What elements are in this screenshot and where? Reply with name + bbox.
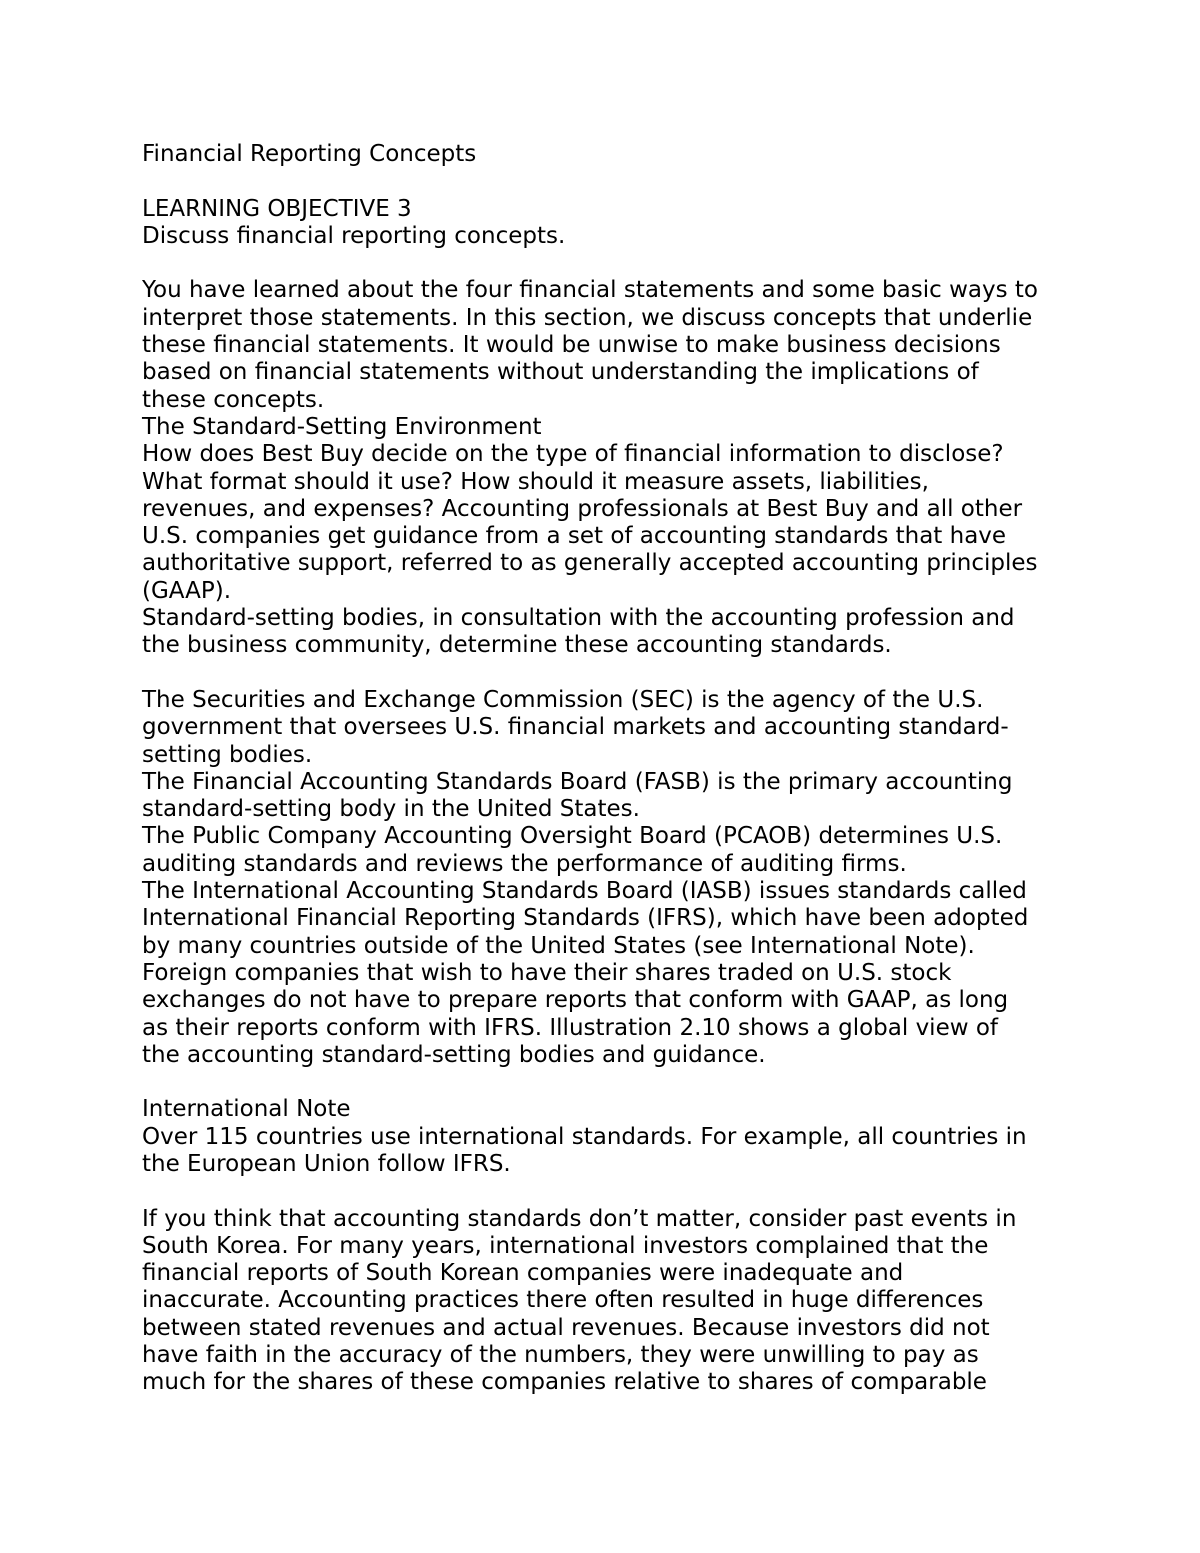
spacer	[142, 168, 1082, 195]
text-line: these financial statements. It would be unwise to make business decisions	[142, 332, 1001, 359]
text-line: based on financial statements without understanding the implications of	[142, 359, 979, 386]
text-line: International Financial Reporting Standards (IFRS), which have been adopted	[142, 905, 1029, 932]
text-line: The International Accounting Standards Board (IASB) issues standards called	[142, 878, 1027, 905]
text-line: the accounting standard-setting bodies and guidance.	[142, 1041, 766, 1068]
text-line: The Financial Accounting Standards Board (FASB) is the primary accounting	[142, 768, 1013, 795]
text-line: South Korea. For many years, international investors complained that the	[142, 1232, 989, 1259]
text-line: How does Best Buy decide on the type of financial information to disclose?	[142, 441, 1004, 468]
text-line: setting bodies.	[142, 741, 313, 768]
note-heading: International Note	[142, 1096, 351, 1123]
bodies-paragraph	[142, 605, 1082, 660]
text-line: as their reports conform with IFRS. Illustration 2.10 shows a global view of	[142, 1014, 999, 1041]
text-line: What format should it use? How should it measure assets, liabilities,	[142, 468, 929, 495]
text-line: Over 115 countries use international standards. For example, all countries in	[142, 1123, 1027, 1150]
objective-text: Discuss financial reporting concepts.	[142, 222, 566, 249]
spacer	[142, 1178, 1082, 1205]
note-paragraph	[142, 1124, 1082, 1179]
text-line: between stated revenues and actual revenues. Because investors did not	[142, 1314, 990, 1341]
text-line: authoritative support, referred to as generally accepted accounting principles	[142, 550, 1038, 577]
section-heading: The Standard-Setting Environment	[142, 413, 542, 440]
intro-paragraph	[142, 277, 1082, 413]
sec-paragraph	[142, 687, 1082, 769]
text-line: by many countries outside of the United States (see International Note).	[142, 932, 975, 959]
text-line: standard-setting body in the United States.	[142, 796, 640, 823]
korea-paragraph	[142, 1206, 1082, 1397]
text-line: inaccurate. Accounting practices there often resulted in huge differences	[142, 1287, 984, 1314]
text-line: U.S. companies get guidance from a set of accounting standards that have	[142, 523, 1007, 550]
text-line: have faith in the accuracy of the numbers, they were unwilling to pay as	[142, 1342, 979, 1369]
text-line: much for the shares of these companies relative to shares of comparable	[142, 1369, 987, 1396]
text-line: the business community, determine these accounting standards.	[142, 632, 892, 659]
document-title: Financial Reporting Concepts	[142, 141, 477, 167]
text-line: interpret those statements. In this section, we discuss concepts that underlie	[142, 304, 1033, 331]
text-line: Standard-setting bodies, in consultation with the accounting profession and	[142, 605, 1015, 632]
gaap-paragraph	[142, 441, 1082, 605]
text-line: If you think that accounting standards don’t matter, consider past events in	[142, 1205, 1017, 1232]
pcaob-paragraph	[142, 823, 1082, 878]
text-line: The Public Company Accounting Oversight Board (PCAOB) determines U.S.	[142, 823, 1003, 850]
text-line: The Securities and Exchange Commission (SEC) is the agency of the U.S.	[142, 686, 984, 713]
text-line: revenues, and expenses? Accounting professionals at Best Buy and all other	[142, 495, 1023, 522]
spacer	[142, 1069, 1082, 1096]
objective-heading: LEARNING OBJECTIVE 3	[142, 195, 412, 222]
text-line: Foreign companies that wish to have their shares traded on U.S. stock	[142, 959, 952, 986]
text-line: You have learned about the four financial statements and some basic ways to	[142, 277, 1038, 304]
document-page	[142, 141, 1082, 1397]
text-line: exchanges do not have to prepare reports that conform with GAAP, as long	[142, 987, 1009, 1014]
text-line: (GAAP).	[142, 577, 232, 604]
text-line: auditing standards and reviews the performance of auditing firms.	[142, 850, 907, 877]
spacer	[142, 660, 1082, 687]
text-line: financial reports of South Korean companies were inadequate and	[142, 1260, 904, 1287]
text-line: government that oversees U.S. financial markets and accounting standard-	[142, 714, 1009, 741]
iasb-paragraph	[142, 878, 1082, 1069]
text-line: these concepts.	[142, 386, 325, 413]
spacer	[142, 250, 1082, 277]
fasb-paragraph	[142, 769, 1082, 824]
text-line: the European Union follow IFRS.	[142, 1150, 511, 1177]
